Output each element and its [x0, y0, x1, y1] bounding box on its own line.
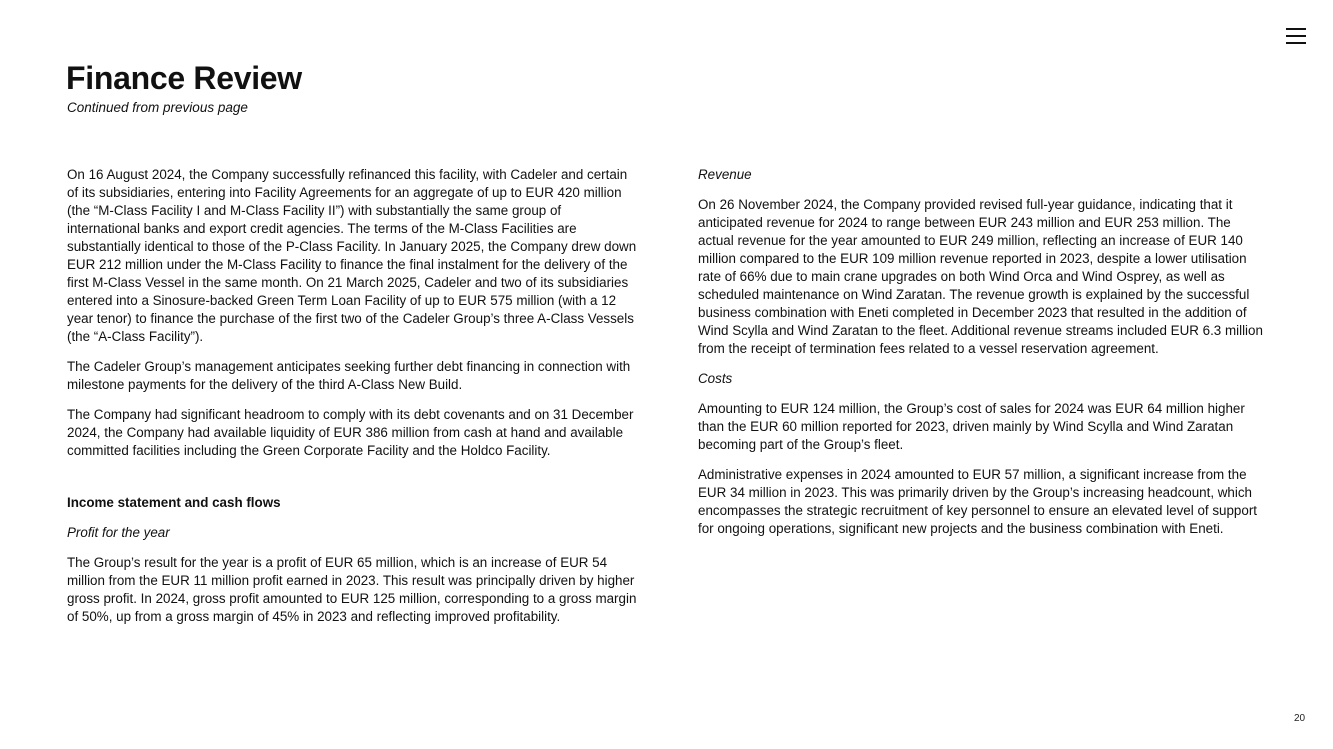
menu-bar — [1286, 28, 1306, 30]
revenue-paragraph: On 26 November 2024, the Company provided revised full-year guidance, indicating that it anticipated revenue for 2024 to range between EUR 243 million and EUR 253 million. The actual revenue for the year amounted to EUR 249 million, reflecting an increase of EUR 140 million compared to the EUR 109 million revenue reported in 2023, despite a lower utilisation rate of 66% due to main crane upgrades on both Wind Orca and Wind Osprey, as well as scheduled maintenance on Wind Zaratan. The revenue growth is explained by the successful business combination with Eneti completed in December 2023 that resulted in the addition of Wind Scylla and Wind Zaratan to the fleet. Additional revenue streams included EUR 6.3 million from the receipt of termination fees related to a vessel reservation agreement. — [698, 197, 1263, 356]
page-subtitle: Continued from previous page — [67, 100, 248, 115]
right-column — [698, 166, 1268, 550]
menu-bar — [1286, 35, 1306, 37]
page-number: 20 — [1294, 713, 1306, 724]
profit-subheading: Profit for the year — [67, 525, 170, 540]
income-statement-heading: Income statement and cash flows — [67, 495, 281, 510]
left-column — [67, 166, 637, 626]
costs-subheading: Costs — [698, 371, 733, 386]
costs-paragraph: Amounting to EUR 124 million, the Group’s cost of sales for 2024 was EUR 64 million higher than the EUR 60 million reported for 2023, driven mainly by Wind Scylla and Wind Zaratan becoming part of the Group’s fleet. — [698, 401, 1245, 452]
debt-financing-paragraph: The Cadeler Group’s management anticipates seeking further debt financing in connection with milestone payments for the delivery of the third A-Class New Build. — [67, 359, 631, 392]
hamburger-menu-icon[interactable] — [1286, 27, 1306, 45]
page-title: Finance Review — [66, 60, 302, 96]
revenue-subheading: Revenue — [698, 167, 752, 182]
refinancing-paragraph: On 16 August 2024, the Company successfully refinanced this facility, with Cadeler and certain of its subsidiaries, entering into Facility Agreements for an aggregate of up to EUR 420 million (the “M-Class Facility I and M-Class Facility II”) with substantially the same group of international banks and export credit agencies. The terms of the M-Class Facilities are substantially identical to those of the P-Class Facility. In January 2025, the Company drew down EUR 212 million under the M-Class Facility to finance the final instalment for the delivery of the first M-Class Vessel in the same month. On 21 March 2025, Cadeler and two of its subsidiaries entered into a Sinosure-backed Green Term Loan Facility of up to EUR 575 million (with a 12 year tenor) to finance the purchase of the first two of the Cadeler Group’s three A-Class Vessels (the “A-Class Facility”). — [67, 167, 637, 344]
admin-expenses-paragraph: Administrative expenses in 2024 amounted to EUR 57 million, a significant increase from the EUR 34 million in 2023. This was primarily driven by the Group’s increasing headcount, which encompasses the strategic recruitment of key personnel to ensure an elevated level of support for ongoing operations, significant new projects and the business combination with Eneti. — [698, 467, 1258, 536]
liquidity-paragraph: The Company had significant headroom to comply with its debt covenants and on 31 December 2024, the Company had available liquidity of EUR 386 million from cash at hand and available committed facilities including the Green Corporate Facility and the Holdco Facility. — [67, 407, 634, 458]
section-spacer — [67, 472, 637, 494]
profit-paragraph: The Group’s result for the year is a profit of EUR 65 million, which is an increase of EUR 54 million from the EUR 11 million profit earned in 2023. This result was principally driven by higher gross profit. In 2024, gross profit amounted to EUR 125 million, corresponding to a gross margin of 50%, up from a gross margin of 45% in 2023 and reflecting improved profitability. — [67, 555, 637, 624]
menu-bar — [1286, 42, 1306, 44]
